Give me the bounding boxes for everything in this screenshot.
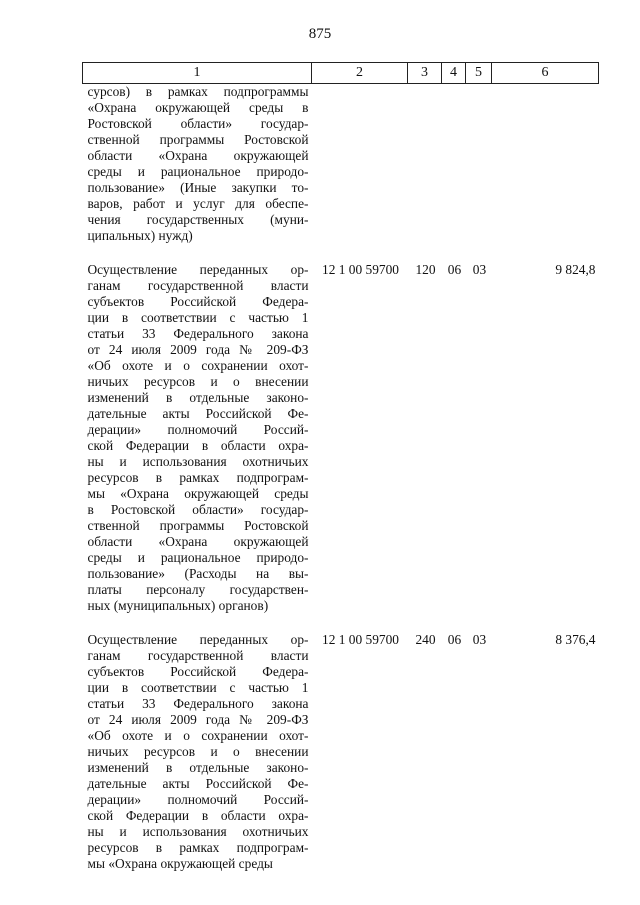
description-line: ственной программы Ростовской bbox=[87, 518, 309, 533]
description-line: сурсов) в рамках подпрограммы bbox=[87, 84, 309, 99]
description-line: статьи 33 Федерального закона bbox=[87, 696, 309, 711]
description-line: ственной программы Ростовской bbox=[87, 132, 309, 147]
description-line: пользование» (Иные закупки то- bbox=[87, 180, 309, 195]
row-expense-type bbox=[408, 84, 442, 263]
row-section: 06 bbox=[447, 632, 462, 647]
description-line: Осуществление переданных ор- bbox=[87, 262, 309, 277]
description-line: ганам государственной власти bbox=[87, 648, 309, 663]
description-line: чения государственных (муни- bbox=[87, 212, 309, 227]
description-line: мы «Охрана окружающей среды bbox=[87, 856, 273, 871]
description-line: «Об охоте и о сохранении охот- bbox=[87, 358, 309, 373]
description-line: дательные акты Российской Фе- bbox=[87, 776, 309, 791]
description-line: Осуществление переданных ор- bbox=[87, 632, 309, 647]
column-header-section: 4 bbox=[442, 63, 466, 84]
description-line: в Ростовской области» государ- bbox=[87, 502, 309, 517]
row-section: 06 bbox=[447, 262, 462, 277]
description-line: ции в соответствии с частью 1 bbox=[87, 310, 309, 325]
description-line: от 24 июля 2009 года № 209-ФЗ bbox=[87, 342, 309, 357]
description-line: пользование» (Расходы на вы- bbox=[87, 566, 309, 581]
description-line: ресурсов в рамках подпрограм- bbox=[87, 470, 309, 485]
column-header-target-code: 2 bbox=[312, 63, 408, 84]
description-line: мы «Охрана окружающей среды bbox=[87, 486, 309, 501]
description-line: «Охрана окружающей среды в bbox=[87, 100, 309, 115]
row-expense-type: 120 bbox=[415, 262, 436, 277]
row-target-code bbox=[312, 84, 408, 263]
description-line: среды и рациональное природо- bbox=[87, 164, 309, 179]
column-header-subsection: 5 bbox=[466, 63, 492, 84]
page-number: 875 bbox=[308, 26, 332, 42]
description-line: субъектов Российской Федера- bbox=[87, 294, 309, 309]
description-line: платы персоналу государствен- bbox=[87, 582, 309, 597]
description-line: субъектов Российской Федера- bbox=[87, 664, 309, 679]
description-line: ных (муниципальных) органов) bbox=[87, 598, 269, 613]
description-line: области «Охрана окружающей bbox=[87, 148, 309, 163]
table-header-row bbox=[83, 63, 599, 84]
description-line: дерации» полномочий Россий- bbox=[87, 792, 309, 807]
row-description bbox=[83, 84, 312, 263]
table-row bbox=[83, 632, 599, 890]
description-line: ской Федерации в области охра- bbox=[87, 438, 309, 453]
column-header-expense-type: 3 bbox=[408, 63, 442, 84]
row-section bbox=[442, 84, 466, 263]
description-line: ничьих ресурсов и о внесении bbox=[87, 744, 309, 759]
description-line: изменений в отдельные законо- bbox=[87, 390, 309, 405]
description-line: «Об охоте и о сохранении охот- bbox=[87, 728, 309, 743]
row-target-code: 12 1 00 59700 bbox=[322, 262, 399, 277]
row-expense-type: 240 bbox=[415, 632, 436, 647]
description-line: ской Федерации в области охра- bbox=[87, 808, 309, 823]
row-subsection bbox=[466, 84, 492, 263]
table-row bbox=[83, 262, 599, 632]
description-line: ничьих ресурсов и о внесении bbox=[87, 374, 309, 389]
column-header-amount: 6 bbox=[492, 63, 599, 84]
description-line: ганам государственной власти bbox=[87, 278, 309, 293]
row-subsection: 03 bbox=[472, 632, 487, 647]
row-description bbox=[83, 632, 312, 890]
description-line: статьи 33 Федерального закона bbox=[87, 326, 309, 341]
description-line: дательные акты Российской Фе- bbox=[87, 406, 309, 421]
description-line: ресурсов в рамках подпрограм- bbox=[87, 840, 309, 855]
description-line: среды и рациональное природо- bbox=[87, 550, 309, 565]
description-line: ны и использования охотничьих bbox=[87, 454, 309, 469]
row-amount: 8 376,4 bbox=[555, 632, 596, 647]
row-amount: 9 824,8 bbox=[555, 262, 596, 277]
row-target-code: 12 1 00 59700 bbox=[322, 632, 399, 647]
row-amount bbox=[492, 84, 599, 263]
description-line: ципальных) нужд) bbox=[87, 228, 193, 243]
column-header-description: 1 bbox=[83, 63, 312, 84]
description-line: варов, работ и услуг для обеспе- bbox=[87, 196, 309, 211]
description-line: Ростовской области» государ- bbox=[87, 116, 309, 131]
table-row bbox=[83, 84, 599, 263]
row-description bbox=[83, 262, 312, 632]
row-subsection: 03 bbox=[472, 262, 487, 277]
description-line: области «Охрана окружающей bbox=[87, 534, 309, 549]
description-line: ции в соответствии с частью 1 bbox=[87, 680, 309, 695]
description-line: ны и использования охотничьих bbox=[87, 824, 309, 839]
budget-table bbox=[82, 62, 599, 890]
description-line: дерации» полномочий Россий- bbox=[87, 422, 309, 437]
description-line: изменений в отдельные законо- bbox=[87, 760, 309, 775]
description-line: от 24 июля 2009 года № 209-ФЗ bbox=[87, 712, 309, 727]
